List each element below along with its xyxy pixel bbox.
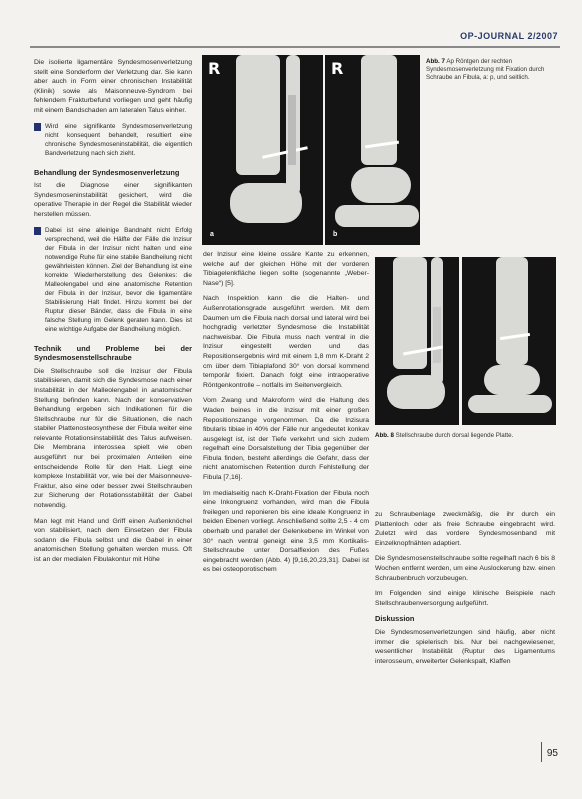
page-number-rule — [541, 742, 542, 762]
paragraph: Die Stellschraube soll die Inzisur der Fibula stabilisieren, damit sich die Syndesmose nach einer Instabilität in der Malleolengabel in anatomischer Stellung befinden kann. Nach der konservativen Behandlung ergeben sich Indikationen für die Stellschraube nur für die Situationen, die nach stabiler Plattenosteosynthese der Fibula weiter eine relevante Rotationsinstabilität des Talus aufweisen. Die Membrana interossea spielt wie oben ausgeführt nur bei proximalen Anteilen eine entscheidende Rolle für den Halt. Liegt eine komplexe Instabilität vor, wie bei der Maisonneuve-Fraktur, also eine oder besser zwei Stellschrauben zur Sicherung der Rotationsstabilität der Gabel notwendig. — [34, 367, 192, 510]
figure-label: b — [333, 231, 338, 238]
paragraph: Man legt mit Hand und Griff einen Außenknöchel von stabilisiert, nach dem Einsetzen der Fibula sodann die Fibula selbst und die Gabel in einer anatomischen Stellung gehalten werden muss. Oft ist an der medialen Fibulakontur mit Höhe — [34, 517, 192, 563]
tibia-shape — [361, 55, 397, 165]
highlight-note — [34, 122, 192, 158]
paragraph: Die Syndesmosenstellschraube sollte regelhaft nach 6 bis 8 Wochen entfernt werden, um eine Auslockerung bzw. einen Schraubenbruch vorzubeugen. — [375, 555, 555, 582]
column-left — [34, 58, 192, 571]
xray-marker: R — [208, 59, 221, 78]
caption-text: Ap Röntgen der rechten Syndesmosenverletzung mit Fixation durch Schraube an Fibula, a: p, und seitlich. — [426, 58, 545, 82]
figure-caption — [426, 58, 556, 83]
talus-shape — [351, 167, 411, 203]
caption-title: Abb. 7 — [426, 58, 445, 65]
paragraph: der Inzisur eine kleine ossäre Kante zu erkennen, welche auf der gleichen Höhe mit der vorderen Tibiagelenkfläche liegen sollte (sogenannte „Weber-Nase“) [5]. — [203, 251, 369, 287]
highlight-note — [34, 226, 192, 334]
paragraph: Ist die Diagnose einer signifikanten Syndesmoseninstabilität gesichert, wird die operative Therapie in der Regel die Stabilität wieder herstellen müssen. — [34, 182, 192, 218]
talus-shape — [387, 375, 445, 409]
section-heading: Behandlung der Syndesmosenverletzung — [34, 167, 180, 177]
paragraph: zu Schraubenlage zweckmäßig, die ihr durch ein Plattenloch oder als freie Schraube eingebracht wird. Zuletzt wird das vordere Syndesmosenband mit Einzelknopfnähten adaptiert. — [375, 511, 555, 547]
plate-shape — [433, 307, 441, 363]
header-rule — [30, 46, 560, 48]
note-marker-icon — [34, 227, 41, 235]
foot-shape — [468, 395, 552, 413]
note-text: Dabei ist eine alleinige Bandnaht nicht Erfolg versprechend, weil die Hälfte der Fälle die Inzisur der Fibula in der Inzisur nicht halten und eine notwendige Ruhe für eine stabile Bandheilung nicht gewährleisten können. Ziel der Behandlung ist eine korrekte Wiederherstellung des Gelenkes: die Malleolengabel und eine anatomische Retention der Fibula in der Inzisur, bevor die ligamentäre Stabilisierung Halt findet. Hinzu kommt bei der Ruptur dieser Bänder, dass die Fibula in eine falsche Stellung im Gelenk geraten kann. Dies ist eine wichtige Aufgabe der Bandheilung möglich. — [45, 226, 192, 333]
section-heading: Technik und Probleme bei der Syndesmosenstellschraube — [34, 343, 192, 363]
caption-text: Stellschraube durch dorsal liegende Platte. — [395, 432, 514, 439]
paragraph: Die Syndesmosenverletzungen sind häufig, aber nicht immer die spielerisch bis. Nur bei nachgewiesener, wesentlicher Instabilität (Ruptur des Ligamentums interosseum, erweiterter Gelenkspalt, Klaffen — [375, 628, 555, 665]
xray-image-d — [462, 257, 556, 425]
journal-header: OP-JOURNAL 2/2007 — [460, 31, 558, 41]
xray-image-c — [375, 257, 459, 425]
caption-title: Abb. 8 — [375, 432, 394, 439]
section-heading: Diskussion — [375, 614, 415, 624]
note-marker-icon — [34, 123, 41, 131]
paragraph: Nach Inspektion kann die die Halten- und Außenrotationsgrade ausgeführt werden. Mit dem Daumen um die Fibula nach dorsal und lateral wird bei hochgradig verletzter Syndesmose die Instabilität nachweisbar. Die Fibula muss nach ventral in die Inzisur eingestellt werden und das Repositionsergebnis wird mit einem 1,8 mm K-Draht 2 cm über dem Tibiaplafond 30° von dorsal kommend temporär fixiert. Danach folgt eine intraoperative Röntgenkontrolle – notfalls im Seitenvergleich. — [203, 295, 369, 389]
figure-caption — [375, 432, 555, 440]
xray-image-a — [202, 55, 323, 245]
talus-shape — [484, 365, 540, 395]
paragraph: Im Folgenden sind einige klinische Beispiele nach Stellschraubenversorgung aufgeführt. — [375, 590, 555, 607]
xray-image-b — [325, 55, 420, 245]
column-middle — [203, 250, 369, 581]
paragraph: Im medialseitig nach K-Draht-Fixation der Fibula noch eine Inkongruenz vorhanden, wird man die Fibula freilegen und reponieren bis eine ideale Kongruenz in beiden Ebenen vorliegt. Anschließend sollte 2,5 - 4 cm oberhalb und parallel der Gelenkebene im Winkel von 30° nach ventral geneigt eine 3,5 mm Kortikalis-Stellschraube unter Dorsalflexion des Fußes eingebracht werden (Abb. 4) [9,16,20,23,31]. Dabei ist es bei osteoporotischem — [203, 489, 369, 574]
foot-shape — [335, 205, 419, 227]
tibia-shape — [236, 55, 280, 175]
talus-shape — [230, 183, 302, 223]
paragraph: Vom Zwang und Makroform wird die Haltung des Waden beines in die Inzisur mit einer großen Repositionszange vorgenommen. Da die Inzisura fibularis tibiae in 40% der Fälle nur angedeutet konkav ausgelegt ist, ist der Tiefe verkehrt und sich zudem regelhaft eine Dorsalstellung der Tibia gegenüber der Fibula finden, besteht allerdings die Gefahr, dass der nicht anatomischen Retention durch Fehlstellung der Fibula [7,16]. — [203, 397, 369, 482]
paragraph: Die isolierte ligamentäre Syndesmosenverletzung stellt eine Sonderform der Verletzung dar. Sie kann aber auch in Form einer chronischen Instabilität (Klinik) sowie als Maisonneuve-Syndrom bei fehlendem Frakturbefund vorliegen und geht häufig mit einem Bandschaden am lateralen Talus einher. — [34, 59, 192, 114]
xray-marker: R — [331, 59, 344, 78]
figure-label: a — [210, 231, 214, 238]
tibia-shape — [496, 257, 528, 365]
note-text: Wird eine signifikante Syndesmosenverletzung nicht konsequent behandelt, resultiert eine chronische Syndesmoseninstabilität, die eigentlich Bandverletzung nach sich zieht. — [45, 122, 192, 157]
column-right — [375, 510, 555, 672]
plate-shape — [288, 95, 296, 165]
page-number: 95 — [546, 748, 558, 759]
